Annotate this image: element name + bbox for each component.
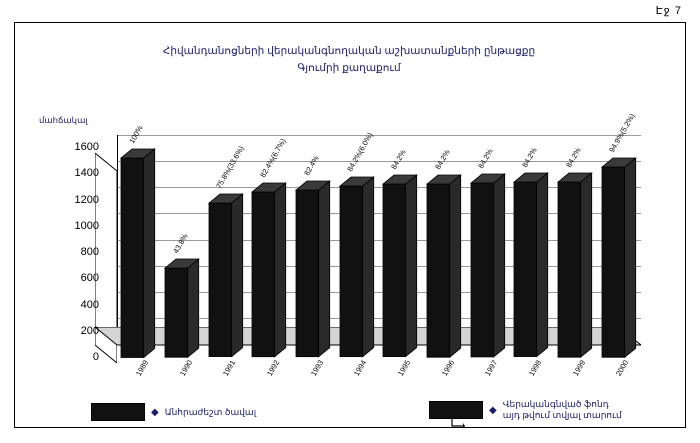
chart-legend (21, 401, 677, 425)
legend-swatch-black-2 (429, 401, 483, 419)
y-axis-label: մահճակալ (39, 115, 88, 125)
value-label-1990: 43.8% (170, 231, 190, 255)
value-label-1993: 82.4% (301, 154, 321, 178)
x-label-1990: 1990 (177, 358, 194, 378)
value-label-1996: 84.2% (432, 147, 452, 171)
legend-bullet-icon: ◆ (151, 406, 159, 418)
legend-swatch-black (91, 403, 145, 421)
chart-title (21, 43, 677, 77)
value-label-1992: 82.4%(6.7%) (258, 137, 288, 180)
value-label-1999: 84.2% (563, 145, 583, 169)
x-label-1995: 1995 (395, 358, 413, 378)
x-label-1996: 1996 (439, 358, 456, 378)
legend-label-restored-fund-line2: այդ թվում տվյալ տարում (502, 410, 622, 420)
value-label-1997: 84.2% (476, 147, 496, 171)
legend-label-required-volume: Անհրաժեշտ ծավալ (164, 406, 257, 417)
legend-label-restored-fund-line1: Վերականգնված ֆոնդ (502, 399, 609, 409)
legend-label-restored-fund (503, 399, 622, 421)
y-tick-1600: 1600 (74, 141, 99, 153)
y-tick-400: 400 (80, 298, 99, 311)
x-label-1992: 1992 (264, 358, 282, 378)
y-tick-1400: 1400 (74, 167, 99, 180)
y-tick-800: 800 (80, 246, 99, 258)
y-tick-1000: 1000 (74, 219, 99, 232)
y-axis-tick-labels (29, 141, 99, 363)
x-label-1989: 1989 (133, 358, 151, 378)
x-label-1991: 1991 (221, 358, 238, 378)
chart-title-line1: Հիվանդանոցների վերականգնողական աշխատանքների ընթացքը (162, 45, 536, 57)
bar-value-labels (92, 111, 641, 363)
x-label-1998: 1998 (526, 358, 544, 378)
chart-title-line2: Գյումրի քաղաքում (297, 62, 401, 74)
legend-item-required-volume (91, 403, 256, 421)
x-label-2000: 2000 (614, 358, 631, 378)
chart-area (21, 29, 677, 399)
value-label-1998: 84.2% (520, 146, 539, 170)
value-label-2000: 94.9%(5.2%) (607, 111, 638, 154)
y-tick-0: 0 (92, 351, 99, 363)
y-tick-200: 200 (80, 324, 99, 337)
x-label-1994: 1994 (352, 358, 369, 378)
legend-arrow-icon (451, 418, 465, 428)
chart-frame (14, 22, 686, 428)
y-tick-1200: 1200 (74, 193, 99, 206)
legend-bullet-icon-2: ◆ (489, 404, 497, 416)
y-tick-600: 600 (80, 272, 99, 285)
page-number: Էջ 7 (655, 5, 682, 17)
value-label-1995: 84.2% (389, 148, 408, 172)
plot-region (74, 111, 641, 378)
x-label-1999: 1999 (570, 358, 587, 378)
x-label-1997: 1997 (483, 358, 500, 378)
value-label-1991: 75.8%(33.6%) (214, 144, 247, 191)
x-label-1993: 1993 (308, 358, 325, 378)
value-label-1989: 100% (127, 123, 145, 145)
value-label-1994: 84.2%(6.0%) (345, 131, 376, 174)
